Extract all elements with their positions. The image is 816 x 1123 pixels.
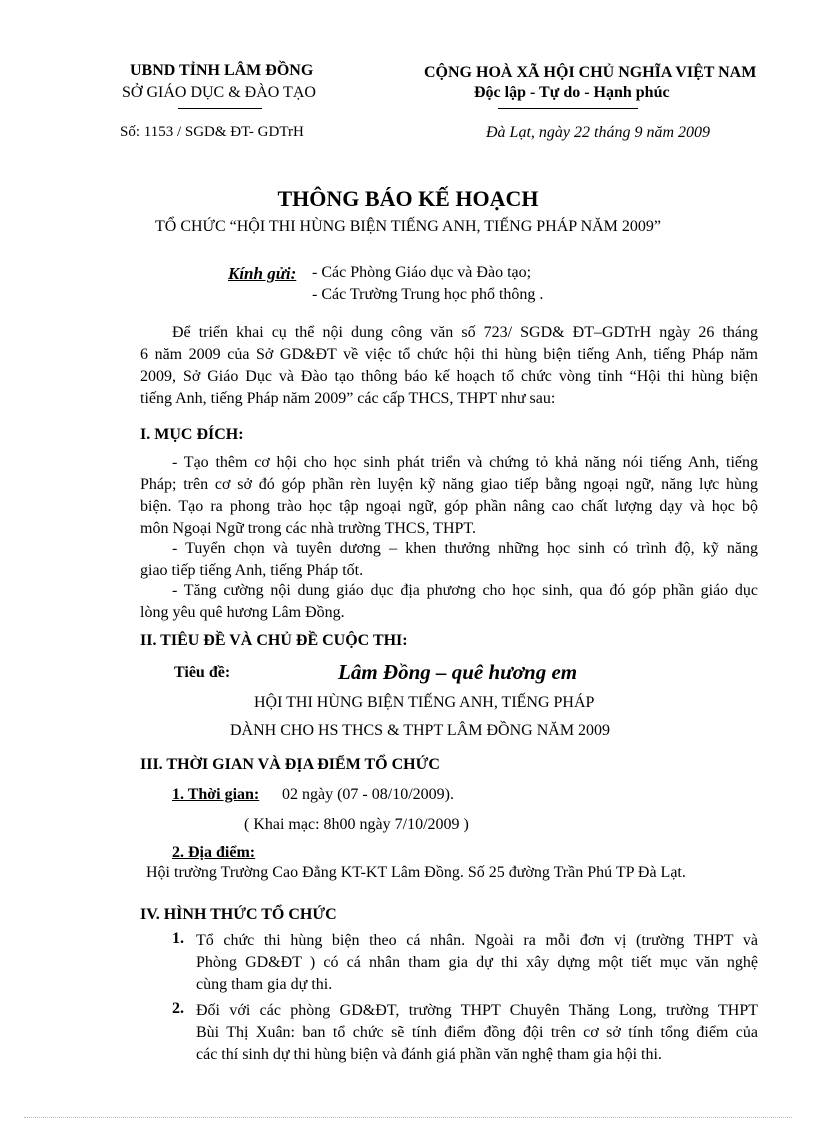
paragraph-line: tiếng Anh, tiếng Pháp năm 2009” các cấp THCS, THPT như sau:: [140, 390, 556, 407]
format-item-1: [196, 930, 758, 996]
paragraph-line: lòng yêu quê hương Lâm Đồng.: [140, 604, 345, 621]
list-number: 1.: [172, 930, 184, 947]
intro-paragraph: [140, 322, 758, 410]
paragraph-line: 6 năm 2009 của Sở GD&ĐT về việc tổ chức hội thi hùng biện tiếng Anh, tiếng Pháp năm: [140, 346, 758, 363]
section-heading-format: IV. HÌNH THỨC TỔ CHỨC: [140, 906, 337, 923]
opening-time: ( Khai mạc: 8h00 ngày 7/10/2009 ): [244, 816, 469, 833]
purpose-paragraph-2: [140, 538, 758, 582]
page-bottom-border: [24, 1117, 792, 1118]
paragraph-line: Đối với các phòng GD&ĐT, trường THPT Chuyên Thăng Long, trường THPT: [196, 1002, 758, 1019]
paragraph-line: giao tiếp tiếng Anh, tiếng Pháp tốt.: [140, 562, 364, 579]
paragraph-line: các thí sinh dự thi hùng biện và đánh giá phần văn nghệ tham gia hội thi.: [196, 1046, 662, 1063]
recipient-item: - Các Trường Trung học phổ thông .: [312, 286, 544, 303]
place-label: 2. Địa điểm:: [172, 844, 256, 861]
paragraph-line: biện. Tạo ra phong trào học tập ngoại ngữ, góp phần nâng cao chất lượng dạy và học bộ: [140, 498, 758, 515]
format-item-2: [196, 1000, 758, 1066]
paragraph-line: Để triển khai cụ thể nội dung công văn số 723/ SGD& ĐT–GDTrH ngày 26 tháng: [172, 324, 758, 341]
document-number: Số: 1153 / SGD& ĐT- GDTrH: [120, 124, 304, 140]
section-heading-purpose: I. MỤC ĐÍCH:: [140, 426, 244, 443]
section-heading-time-place: III. THỜI GIAN VÀ ĐỊA ĐIỂM TỔ CHỨC: [140, 756, 440, 773]
time-value: 02 ngày (07 - 08/10/2009).: [282, 786, 454, 803]
national-title: CỘNG HOÀ XÃ HỘI CHỦ NGHĨA VIỆT NAM: [424, 64, 757, 81]
recipient-item: - Các Phòng Giáo dục và Đào tạo;: [312, 264, 532, 281]
contest-name-line: DÀNH CHO HS THCS & THPT LÂM ĐỒNG NĂM 2009: [230, 722, 611, 739]
theme-title: Lâm Đồng – quê hương em: [338, 660, 578, 684]
national-motto: Độc lập - Tự do - Hạnh phúc: [474, 84, 670, 101]
paragraph-line: cùng tham gia dự thi.: [196, 976, 333, 993]
issue-date: Đà Lạt, ngày 22 tháng 9 năm 2009: [486, 124, 710, 141]
purpose-paragraph-1: [140, 452, 758, 540]
recipients-label: Kính gửi:: [228, 264, 297, 283]
paragraph-line: Bùi Thị Xuân: ban tổ chức sẽ tính điểm đồng đội trên cơ sở tính tổng điểm của: [196, 1024, 758, 1041]
paragraph-line: môn Ngoại Ngữ trong các nhà trường THCS, THPT.: [140, 520, 476, 537]
paragraph-line: Pháp; trên cơ sở đó góp phần rèn luyện kỹ năng giao tiếp bằng ngoại ngữ, năng lực hùng: [140, 476, 758, 493]
page-title: THÔNG BÁO KẾ HOẠCH: [277, 186, 539, 211]
theme-label: Tiêu đề:: [174, 664, 231, 681]
office-name: SỞ GIÁO DỤC & ĐÀO TẠO: [122, 84, 316, 101]
time-label: 1. Thời gian:: [172, 786, 260, 803]
header-right-divider: [498, 108, 638, 109]
purpose-paragraph-3: [140, 580, 758, 624]
paragraph-line: Tổ chức thi hùng biện theo cá nhân. Ngoài ra mỗi đơn vị (trường THPT và: [196, 932, 758, 949]
paragraph-line: Phòng GD&ĐT ) có cá nhân tham gia dự thi xây dựng một tiết mục văn nghệ: [196, 954, 758, 971]
paragraph-line: 2009, Sở Giáo Dục và Đào tạo thông báo kế hoạch tổ chức vòng tỉnh “Hội thi hùng biện: [140, 368, 758, 385]
section-heading-theme: II. TIÊU ĐỀ VÀ CHỦ ĐỀ CUỘC THI:: [140, 632, 408, 649]
place-value: Hội trường Trường Cao Đẳng KT-KT Lâm Đồng. Số 25 đường Trần Phú TP Đà Lạt.: [146, 864, 686, 881]
contest-name-line: HỘI THI HÙNG BIỆN TIẾNG ANH, TIẾNG PHÁP: [254, 694, 595, 711]
list-number: 2.: [172, 1000, 184, 1017]
page-subtitle: TỔ CHỨC “HỘI THI HÙNG BIỆN TIẾNG ANH, TIẾNG PHÁP NĂM 2009”: [154, 218, 661, 235]
paragraph-line: - Tạo thêm cơ hội cho học sinh phát triển và chứng tỏ khả năng nói tiếng Anh, tiếng: [172, 454, 758, 471]
paragraph-line: - Tuyển chọn và tuyên dương – khen thưởng những học sinh có trình độ, kỹ năng: [172, 540, 758, 557]
paragraph-line: - Tăng cường nội dung giáo dục địa phương cho học sinh, qua đó góp phần giáo dục: [172, 582, 758, 599]
department-name: UBND TỈNH LÂM ĐỒNG: [130, 62, 314, 79]
header-left-divider: [178, 108, 262, 109]
